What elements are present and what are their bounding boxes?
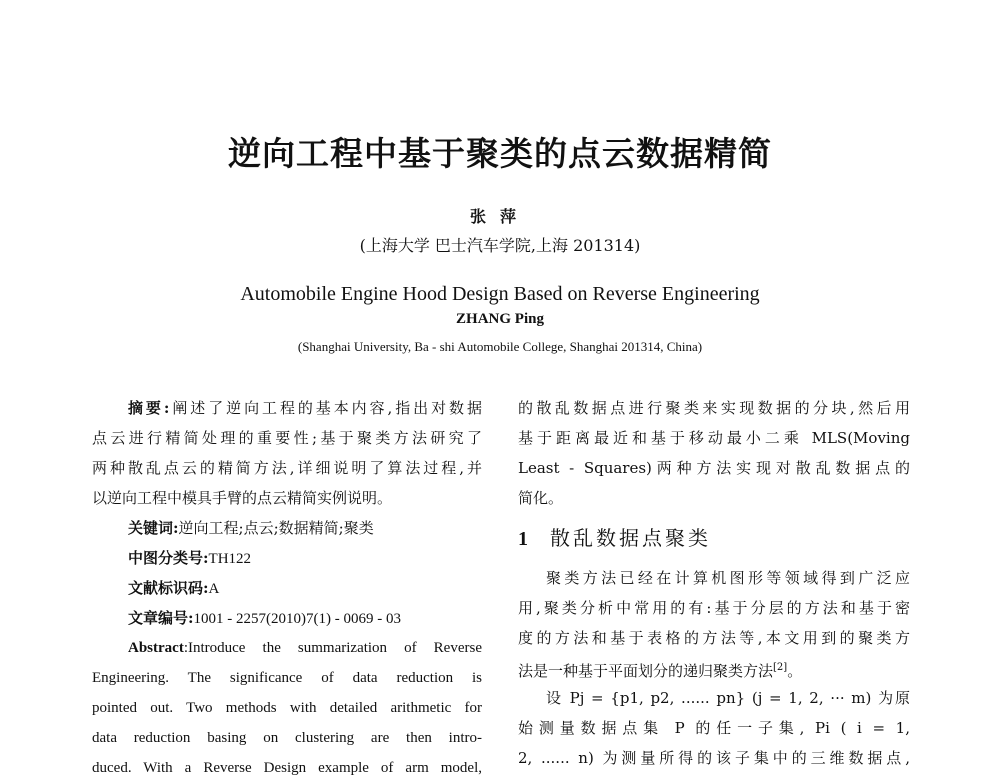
section-heading [518,513,910,563]
clc-number: 中图分类号:TH122 [128,549,252,567]
abstract-cn-line: 点云进行精简处理的重要性;基于聚类方法研究了 [92,429,482,447]
paragraph-line: 2, ...... n) 为测量所得的该子集中的三维数据点, [518,749,910,767]
right-column [518,393,910,773]
intro-line: 基于距离最近和基于移动最小二乘 MLS(Moving [518,429,910,447]
affiliation-en: (Shanghai University, Ba - shi Automobile College, Shanghai 201314, China) [297,339,703,354]
abstract-en-line: Abstract:Introduce the summarization of Reverse [128,640,482,656]
author-cn: 张萍 [469,207,530,226]
paragraph-line: 法是一种基于平面划分的递归聚类方法[2]。 [518,662,803,680]
abstract-cn-label: 摘要: [128,399,170,417]
abstract-en-line: duced. With a Reverse Design example of arm model, [92,760,482,776]
paragraph-line: 始测量数据点集 P 的任一子集, Pi ( i = 1, [518,719,910,737]
paragraph-line: 聚类方法已经在计算机图形等领域得到广泛应 [546,569,910,587]
section-title: 散乱数据点聚类 [550,526,711,550]
abstract-cn-line: 以逆向工程中模具手臂的点云精简实例说明。 [92,489,393,507]
paragraph-line: 用,聚类分析中常用的有:基于分层的方法和基于密 [518,599,910,617]
paragraph-line: 设 Pj = {p1, p2, ...... pn} (j = 1, 2, ··· m) 为原 [546,689,910,707]
abstract-en-label: Abstract [128,640,184,656]
affiliation-cn: (上海大学 巴士汽车学院,上海 201314) [359,236,641,255]
paper-title-en: Automobile Engine Hood Design Based on Reverse Engineering [240,283,760,305]
left-column [92,393,482,783]
abstract-cn-line: 两种散乱点云的精简方法,详细说明了算法过程,并 [92,459,482,477]
paper-title-cn: 逆向工程中基于聚类的点云数据精简 [228,134,772,173]
abstract-en-line: pointed out. Two methods with detailed arithmetic for [92,700,482,716]
intro-line: 的散乱数据点进行聚类来实现数据的分块,然后用 [518,399,910,417]
abstract-en-line: data reduction basing on clustering are then intro- [92,730,482,746]
abstract-cn-line: 摘要:阐述了逆向工程的基本内容,指出对数据 [128,399,482,417]
document-code: 文献标识码:A [128,579,220,597]
keywords: 关键词:逆向工程;点云;数据精简;聚类 [128,519,374,537]
author-en: ZHANG Ping [456,311,544,327]
article-number: 文章编号:1001 - 2257(2010)7(1) - 0069 - 03 [128,609,402,627]
citation: [2] [773,662,788,673]
intro-line: Least - Squares)两种方法实现对散乱数据点的 [518,459,910,477]
abstract-en-line: Engineering. The significance of data reduction is [92,670,482,686]
section-number: 1 [518,528,528,550]
paragraph-line: 度的方法和基于表格的方法等,本文用到的聚类方 [518,629,910,647]
intro-line: 简化。 [518,489,564,507]
